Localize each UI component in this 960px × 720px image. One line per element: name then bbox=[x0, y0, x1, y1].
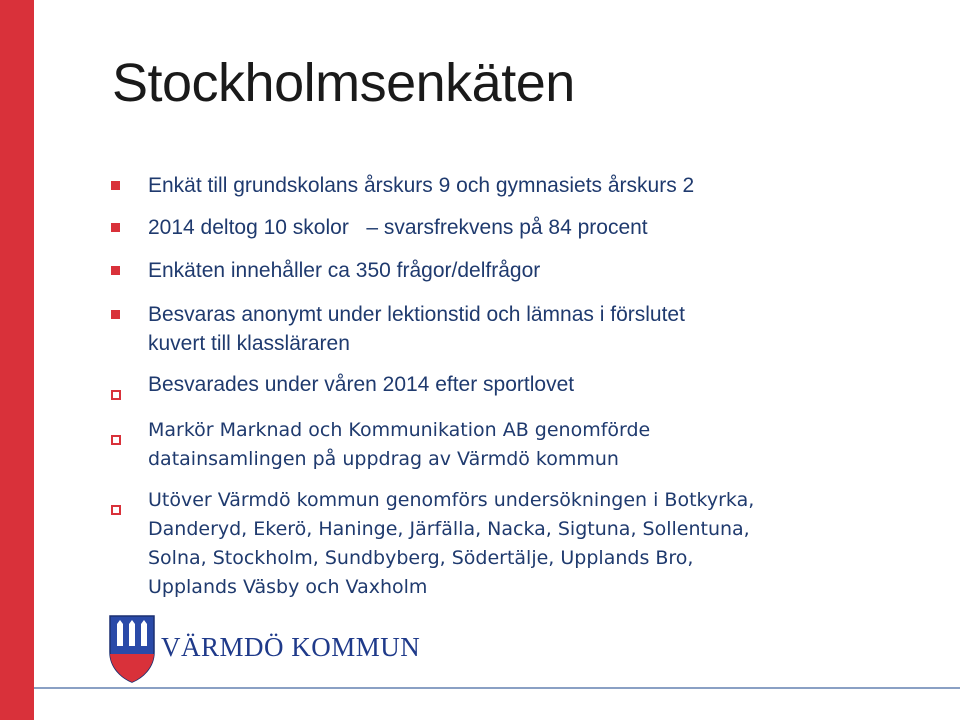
bullet-text: Enkäten innehåller ca 350 frågor/delfrågor bbox=[148, 259, 541, 282]
bullet-hollow-square-icon bbox=[111, 379, 121, 389]
bullet-text: Upplands Väsby och Vaxholm bbox=[148, 576, 428, 598]
bullet-text: Besvarades under våren 2014 efter sportlovet bbox=[148, 373, 575, 396]
bullet-hollow-square-icon bbox=[111, 425, 121, 435]
bullet-item bbox=[148, 300, 685, 358]
bullet-text: datainsamlingen på uppdrag av Värmdö kommun bbox=[148, 448, 619, 470]
bullet-item bbox=[148, 416, 650, 474]
varmdo-kommun-logo bbox=[108, 612, 421, 686]
bullet-item bbox=[148, 370, 574, 399]
bullet-text: Markör Marknad och Kommunikation AB genomförde bbox=[148, 419, 651, 441]
footer-divider bbox=[34, 687, 960, 689]
bullet-square-icon bbox=[111, 223, 120, 232]
slide-title: Stockholmsenkäten bbox=[112, 53, 575, 113]
bullet-item bbox=[148, 256, 540, 285]
bullet-square-icon bbox=[111, 266, 120, 275]
bullet-text: Danderyd, Ekerö, Haninge, Järfälla, Nacka, Sigtuna, Sollentuna, bbox=[148, 518, 750, 540]
bullet-item bbox=[148, 213, 648, 242]
bullet-item bbox=[148, 171, 694, 200]
bullet-hollow-square-icon bbox=[111, 495, 121, 505]
bullet-square-icon bbox=[111, 181, 120, 190]
bullet-text: Enkät till grundskolans årskurs 9 och gymnasiets årskurs 2 bbox=[148, 174, 695, 197]
left-accent-bar bbox=[0, 0, 34, 720]
logo-text: VÄRMDÖ KOMMUN bbox=[161, 632, 421, 662]
bullet-text: Utöver Värmdö kommun genomförs undersökningen i Botkyrka, bbox=[148, 489, 755, 511]
bullet-text: Solna, Stockholm, Sundbyberg, Södertälje, Upplands Bro, bbox=[148, 547, 694, 569]
bullet-text: 2014 deltog 10 skolor – svarsfrekvens på 84 procent bbox=[148, 216, 648, 239]
coat-of-arms-icon bbox=[108, 614, 156, 684]
bullet-text: Besvaras anonymt under lektionstid och lämnas i förslutet bbox=[148, 303, 685, 326]
bullet-item bbox=[148, 486, 754, 602]
bullet-square-icon bbox=[111, 310, 120, 319]
bullet-text: kuvert till klassläraren bbox=[148, 332, 350, 355]
